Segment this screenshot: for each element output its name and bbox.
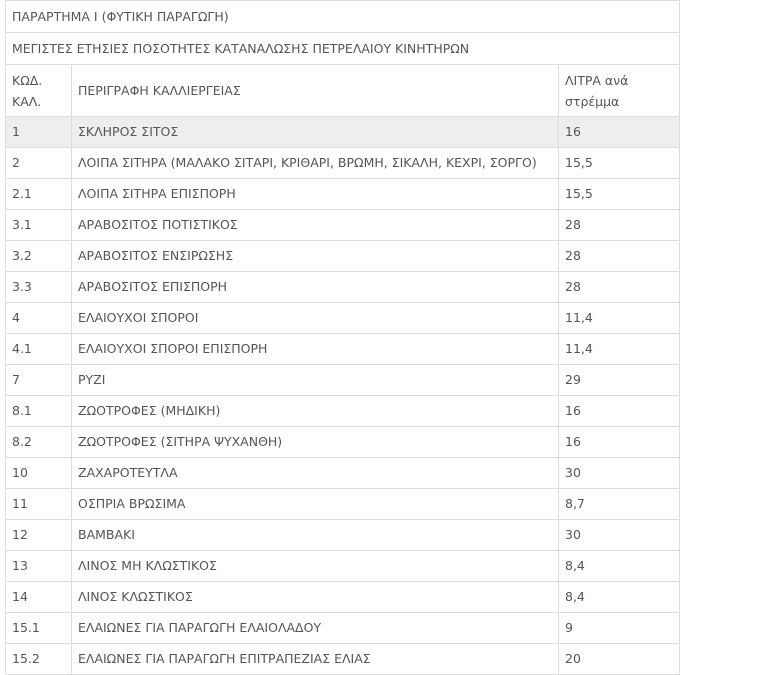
cell-description: ΛΟΙΠΑ ΣΙΤΗΡΑ (ΜΑΛΑΚΟ ΣΙΤΑΡΙ, ΚΡΙΘΑΡΙ, ΒΡΩΜΗ, ΣΙΚΑΛΗ, ΚΕΧΡΙ, ΣΟΡΓΟ)	[72, 148, 559, 179]
cell-liters: 30	[559, 458, 680, 489]
header-liters-line1: ΛΙΤΡΑ ανά	[565, 72, 629, 88]
cell-description: ΖΩΟΤΡΟΦΕΣ (ΣΙΤΗΡΑ ΨΥΧΑΝΘΗ)	[72, 427, 559, 458]
cell-description: ΟΣΠΡΙΑ ΒΡΩΣΙΜΑ	[72, 489, 559, 520]
cell-liters: 8,4	[559, 582, 680, 613]
table-row	[6, 489, 680, 520]
cell-liters: 9	[559, 613, 680, 644]
cell-code: 7	[6, 365, 72, 396]
header-liters-line2: στρέμμα	[565, 93, 620, 109]
header-crop-code-line1: ΚΩΔ.	[12, 72, 43, 88]
cell-liters: 30	[559, 520, 680, 551]
cell-liters: 20	[559, 644, 680, 675]
cell-code: 8.1	[6, 396, 72, 427]
cell-code: 11	[6, 489, 72, 520]
cell-code: 2	[6, 148, 72, 179]
cell-code: 2.1	[6, 179, 72, 210]
cell-description: ΖΑΧΑΡΟΤΕΥΤΛΑ	[72, 458, 559, 489]
cell-code: 3.3	[6, 272, 72, 303]
cell-description: ΡΥΖΙ	[72, 365, 559, 396]
table-row	[6, 365, 680, 396]
header-crop-code-line2: ΚΑΛ.	[12, 93, 42, 109]
table-row	[6, 613, 680, 644]
cell-code: 4	[6, 303, 72, 334]
cell-description: ΕΛΑΙΩΝΕΣ ΓΙΑ ΠΑΡΑΓΩΓΗ ΕΛΑΙΟΛΑΔΟΥ	[72, 613, 559, 644]
cell-description: ΑΡΑΒΟΣΙΤΟΣ ΕΝΣΙΡΩΣΗΣ	[72, 241, 559, 272]
cell-code: 1	[6, 117, 72, 148]
table-row	[6, 148, 680, 179]
cell-description: ΑΡΑΒΟΣΙΤΟΣ ΕΠΙΣΠΟΡΗ	[72, 272, 559, 303]
header-crop-description: ΠΕΡΙΓΡΑΦΗ ΚΑΛΛΙΕΡΓΕΙΑΣ	[72, 65, 559, 117]
table-title: ΠΑΡΑΡΤΗΜΑ Ι (ΦΥΤΙΚΗ ΠΑΡΑΓΩΓΗ)	[6, 1, 680, 33]
cell-code: 12	[6, 520, 72, 551]
cell-liters: 28	[559, 241, 680, 272]
fuel-consumption-table	[5, 0, 680, 675]
table-row	[6, 210, 680, 241]
cell-liters: 11,4	[559, 303, 680, 334]
cell-liters: 16	[559, 427, 680, 458]
table-row	[6, 551, 680, 582]
cell-liters: 8,4	[559, 551, 680, 582]
cell-liters: 28	[559, 272, 680, 303]
cell-description: ΕΛΑΙΩΝΕΣ ΓΙΑ ΠΑΡΑΓΩΓΗ ΕΠΙΤΡΑΠΕΖΙΑΣ ΕΛΙΑΣ	[72, 644, 559, 675]
table-row	[6, 241, 680, 272]
cell-code: 13	[6, 551, 72, 582]
cell-code: 10	[6, 458, 72, 489]
cell-liters: 15,5	[559, 148, 680, 179]
cell-description: ΛΙΝΟΣ ΜΗ ΚΛΩΣΤΙΚΟΣ	[72, 551, 559, 582]
table-row	[6, 520, 680, 551]
cell-description: ΕΛΑΙΟΥΧΟΙ ΣΠΟΡΟΙ ΕΠΙΣΠΟΡΗ	[72, 334, 559, 365]
cell-description: ΣΚΛΗΡΟΣ ΣΙΤΟΣ	[72, 117, 559, 148]
table-row	[6, 303, 680, 334]
cell-liters: 16	[559, 396, 680, 427]
cell-liters: 29	[559, 365, 680, 396]
cell-description: ΛΙΝΟΣ ΚΛΩΣΤΙΚΟΣ	[72, 582, 559, 613]
table-row	[6, 179, 680, 210]
cell-liters: 16	[559, 117, 680, 148]
cell-code: 14	[6, 582, 72, 613]
header-liters-per-stremma	[559, 65, 680, 117]
cell-code: 15.2	[6, 644, 72, 675]
cell-description: ΒΑΜΒΑΚΙ	[72, 520, 559, 551]
table-subtitle-row	[6, 33, 680, 65]
header-crop-code	[6, 65, 72, 117]
table-row	[6, 427, 680, 458]
cell-liters: 11,4	[559, 334, 680, 365]
table-row	[6, 458, 680, 489]
cell-description: ΛΟΙΠΑ ΣΙΤΗΡΑ ΕΠΙΣΠΟΡΗ	[72, 179, 559, 210]
table-subtitle: ΜΕΓΙΣΤΕΣ ΕΤΗΣΙΕΣ ΠΟΣΟΤΗΤΕΣ ΚΑΤΑΝΑΛΩΣΗΣ ΠΕΤΡΕΛΑΙΟΥ ΚΙΝΗΤΗΡΩΝ	[6, 33, 680, 65]
table-title-row	[6, 1, 680, 33]
cell-description: ΕΛΑΙΟΥΧΟΙ ΣΠΟΡΟΙ	[72, 303, 559, 334]
table-row	[6, 582, 680, 613]
cell-description: ΑΡΑΒΟΣΙΤΟΣ ΠΟΤΙΣΤΙΚΟΣ	[72, 210, 559, 241]
cell-code: 8.2	[6, 427, 72, 458]
cell-code: 15.1	[6, 613, 72, 644]
cell-description: ΖΩΟΤΡΟΦΕΣ (ΜΗΔΙΚΗ)	[72, 396, 559, 427]
cell-liters: 8,7	[559, 489, 680, 520]
cell-code: 3.2	[6, 241, 72, 272]
table-header-row	[6, 65, 680, 117]
cell-liters: 15,5	[559, 179, 680, 210]
table-row	[6, 117, 680, 148]
table-row	[6, 396, 680, 427]
cell-code: 3.1	[6, 210, 72, 241]
cell-code: 4.1	[6, 334, 72, 365]
table-row	[6, 334, 680, 365]
table-row	[6, 272, 680, 303]
cell-liters: 28	[559, 210, 680, 241]
